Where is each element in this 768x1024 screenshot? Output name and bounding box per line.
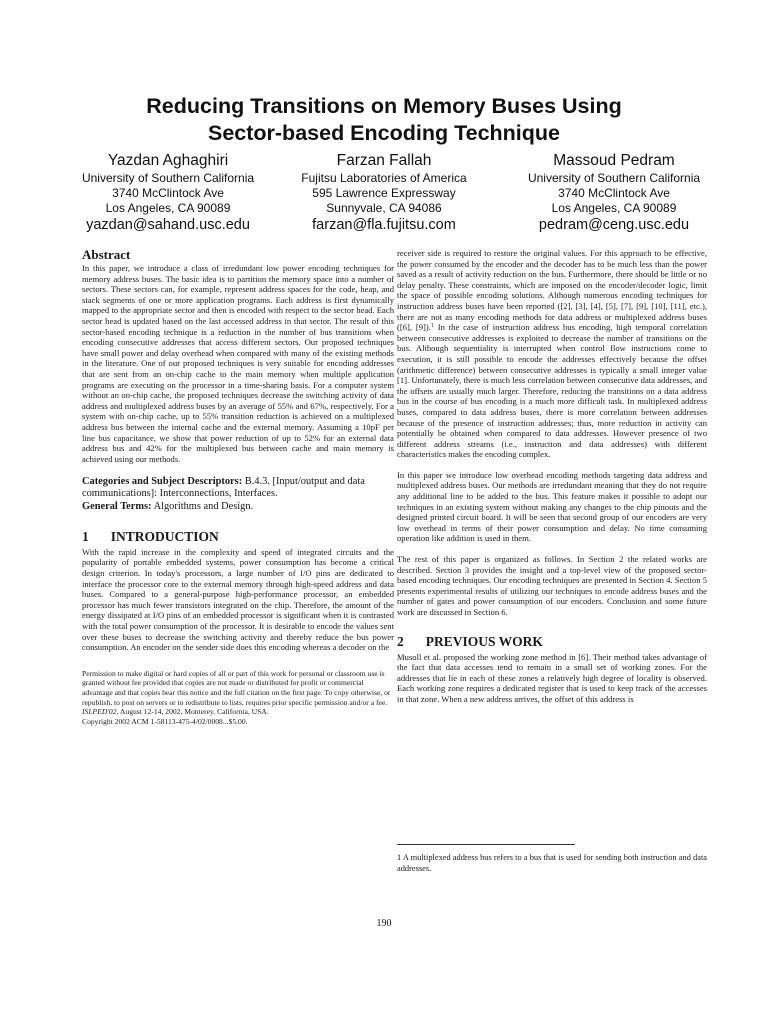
author-block-1 <box>43 151 293 235</box>
abstract-text: In this paper, we introduce a class of irredundant low power encoding techniques for memory address buses. The basic idea is to partition the memory space into a number of sectors. These sectors can, for example, represent address spaces for the code, heap, and stack segments of one or more application programs. Each address is first dynamically mapped to the appropriate sector and then is encoded with respect to the sector head. Each sector head is updated based on the last accessed address in that sector. The result of this sector-based encoding technique is a reduction in the number of bus transitions when encoding consecutive addresses that access different sectors. Our proposed techniques have small power and delay overhead when compared with many of the existing methods in the literature. One of our proposed techniques is very suitable for encoding addresses that are sent from an on-chip cache to the main memory when multiple application programs are executing on the processor in a time-sharing basis. For a computer system without an on-chip cache, the proposed techniques decrease the switching activity of data address and multiplexed address buses by an average of 55% and 67%, respectively. For a system with on-chip cache, up to 55% transition reduction is achieved on a multiplexed address bus between the internal cache and the external memory. Assuming a 10pF per line bus capacitance, we show that power reduction of up to 52% for an external data address bus and 42% for the multiplexed bus between cache and main memory is achieved using our methods. <box>82 263 394 464</box>
section-number: 1 <box>82 528 89 544</box>
methods-overview-text: In this paper we introduce low overhead encoding methods targeting data address and multiplexed address buses. Our methods are irredundant meaning that they do not require any additional line to be added to the bus. This feature makes it possible to adopt our techniques in an existing system without making any changes to the chip pinouts and the designed printed circuit board. It will be seen that second group of our encoders are very low overhead in terms of their power consumption and delay. No time consuming operation like addition is used in them. <box>397 469 707 544</box>
introduction-heading <box>82 529 394 545</box>
permission-text: Permission to make digital or hard copies of all or part of this work for personal or classroom use is granted without fee provided that copies are not made or distributed for profit or commercial advantage and that copies bear this notice and the full citation on the first page. To copy otherwise, or republish, to post on servers or to redistribute to lists, requires prior specific permission and/or a fee. <box>82 668 391 707</box>
author-affiliation: University of Southern California <box>81 171 255 185</box>
author-city: Los Angeles, CA 90089 <box>105 201 231 215</box>
footnote: 1 A multiplexed address bus refers to a bus that is used for sending both instruction and data addresses. <box>397 853 707 873</box>
previous-work-heading <box>397 634 707 650</box>
footnote-divider <box>397 844 575 845</box>
author-street: 595 Lawrence Expressway <box>312 186 456 200</box>
intro-continued-part-1: receiver side is required to restore the original values. For this approach to be effective, the power consumed by the encoder and the decoder has to be much less than the power saved as a result of activity reduction on the bus. Furthermore, there should be little or no delay penalty. These constraints, which are imposed on the encoder/decoder logic, limit the space of possible encoding solutions. Although numerous encoding techniques for instruction address buses have been reported ([2], [3], [4], [5], [7], [9], [10], [11], etc.), there are not as many encoding methods for data address or multiplexed address buses ([6], [9]). <box>397 248 707 333</box>
author-city: Los Angeles, CA 90089 <box>551 201 677 215</box>
copyright-line: Copyright 2002 ACM 1-58113-475-4/02/0008...$5.00. <box>82 716 248 726</box>
author-block-3 <box>489 151 739 235</box>
author-name: Yazdan Aghaghiri <box>107 152 229 169</box>
venue-name: ISLPED'02, <box>82 707 119 717</box>
general-terms-value: Algorithms and Design. <box>153 500 254 512</box>
general-terms-label: General Terms: <box>82 500 152 512</box>
section-number: 2 <box>397 633 404 649</box>
introduction-text: With the rapid increase in the complexity and speed of integrated circuits and the popularity of portable embedded systems, power consumption has become a critical design criterion. In today's processors, a large number of I/O pins are dedicated to interface the processor core to the external memory through high-speed address and data buses. Compared to a general-purpose high-performance processor, an embedded processor has much fewer transistors integrated on the chip. Therefore, the amount of the energy dissipated at I/O pins of an embedded processor is significant when it is contrasted with the total power consumption of the processor. It is desirable to encode the values sent over these buses to decrease the switching activity and thereby reduce the bus power consumption. An encoder on the sender side does this encoding whereas a decoder on the <box>82 546 394 653</box>
author-email: pedram@ceng.usc.edu <box>538 217 690 233</box>
categories-label: Categories and Subject Descriptors: <box>82 476 243 488</box>
title-line-1: Reducing Transitions on Memory Buses Using <box>146 94 622 118</box>
section-title: PREVIOUS WORK <box>425 633 543 649</box>
abstract-heading: Abstract <box>82 247 131 262</box>
author-city: Sunnyvale, CA 94086 <box>326 201 442 215</box>
intro-continued-part-2: In the case of instruction address bus encoding, high temporal correlation between consecutive addresses is exploited to decrease the number of transitions on the bus. Although sequentiality is interrupted when control flow instructions come to execution, it is still possible to encode the addresses effectively because the offset (arithmetic difference) between consecutive addresses is typically a small integer value [1]. Unfortunately, there is much less correlation between consecutive data addresses, and the offsets are usually much larger. Therefore, reducing the transitions on a data address bus in the course of bus encoding is a much more difficult task. In multiplexed address buses, compared to data address buses, there is more correlation between addresses because of the presence of instruction addresses; thus, more reduction in activity can potentially be obtained when compared to data addresses. However presence of two different address streams (i.e., instruction and data addresses) with different characteristics makes the encoding complex. <box>397 322 707 460</box>
permission-notice <box>82 669 394 727</box>
author-affiliation: University of Southern California <box>527 171 701 185</box>
footnote-marker: 1 <box>430 323 434 330</box>
right-column <box>397 248 707 705</box>
paper-title <box>0 93 768 147</box>
left-column <box>82 248 394 726</box>
categories-value: B.4.3. [Input/output and data communications]: Interconnections, Interfaces. <box>82 476 365 500</box>
intro-continued-text <box>397 248 707 460</box>
author-affiliation: Fujitsu Laboratories of America <box>301 171 467 185</box>
author-name: Farzan Fallah <box>336 152 432 169</box>
title-line-2: Sector-based Encoding Technique <box>207 121 560 145</box>
section-title: INTRODUCTION <box>110 528 219 544</box>
author-street: 3740 McClintock Ave <box>558 186 670 200</box>
author-email: farzan@fla.fujitsu.com <box>312 217 456 233</box>
categories <box>82 476 394 513</box>
paper-organization-text: The rest of this paper is organized as follows. In Section 2 the related works are described. Section 3 provides the insight and a top-level view of the proposed sector-based encoding techniques. Our encoding techniques are presented in Section 4. Section 5 presents experimental results of utilizing our techniques to encode address buses and the number of gates and power consumption of our encoders. Conclusion and some future work are discussed in Section 6. <box>397 554 707 617</box>
author-email: yazdan@sahand.usc.edu <box>86 217 250 233</box>
venue-details: August 12-14, 2002, Monterey, California, USA. <box>119 707 269 717</box>
page-number: 190 <box>376 918 392 929</box>
previous-work-text: Musoll et al. proposed the working zone method in [6]. Their method takes advantage of the fact that data accesses tend to remain in a small set of working zones. For the addresses that lie in each of these zones a relatively high degree of locality is observed. Each working zone requires a dedicated register that is used to keep track of the accesses in that zone. When a new address arrives, the offset of this address is <box>397 651 707 704</box>
author-name: Massoud Pedram <box>553 152 675 169</box>
author-street: 3740 McClintock Ave <box>112 186 224 200</box>
author-block-2 <box>259 151 509 235</box>
